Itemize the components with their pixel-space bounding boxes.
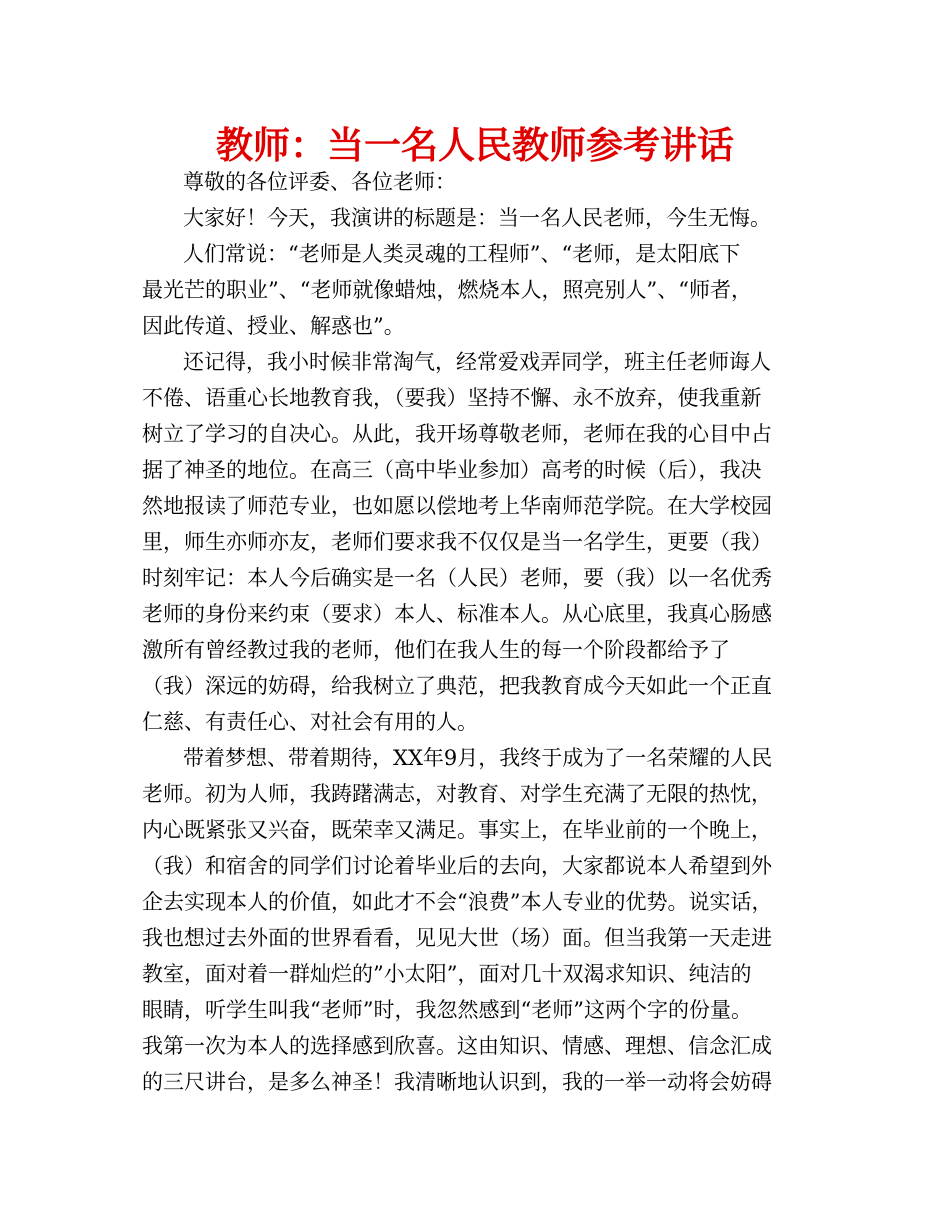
paragraph-line: 人们常说：“老师是人类灵魂的工程师”、“老师，是太阳底下 [183, 242, 741, 266]
paragraph-line: 老师的身份来约束（要求）本人、标准本人。从心底里，我真心肠感 [142, 602, 772, 626]
paragraph-line: 激所有曾经教过我的老师，他们在我人生的每一个阶段都给予了 [142, 638, 730, 662]
paragraph-line: 树立了学习的自决心。从此，我开场尊敬老师，老师在我的心目中占 [142, 422, 772, 446]
paragraph-line: 眼睛，听学生叫我“老师”时，我忽然感到“老师”这两个字的份量。 [142, 998, 752, 1022]
paragraph-line: 老师。初为人师，我踌躇满志，对教育、对学生充满了无限的热忱， [142, 782, 772, 806]
paragraph-line: 时刻牢记：本人今后确实是一名（人民）老师，要（我）以一名优秀 [142, 566, 772, 590]
paragraph-line: （我）深远的妨碍，给我树立了典范，把我教育成今天如此一个正直 [142, 674, 772, 698]
paragraph-line: 因此传道、授业、解惑也”。 [142, 314, 405, 338]
paragraph-line: 内心既紧张又兴奋，既荣幸又满足。事实上，在毕业前的一个晚上， [142, 818, 772, 842]
paragraph-line: 带着梦想、带着期待，XX年9月，我终于成为了一名荣耀的人民 [183, 746, 773, 770]
paragraph-line: 教室，面对着一群灿烂的”小太阳”，面对几十双渴求知识、纯洁的 [142, 962, 752, 986]
paragraph-line: 仁慈、有责任心、对社会有用的人。 [142, 710, 478, 734]
paragraph-line: 我也想过去外面的世界看看，见见大世（场）面。但当我第一天走进 [142, 926, 772, 950]
intro-line: 大家好！今天，我演讲的标题是：当一名人民老师，今生无悔。 [183, 206, 771, 230]
paragraph-line: 最光芒的职业”、“老师就像蜡烛，燃烧本人，照亮别人”、“师者， [142, 278, 752, 302]
greeting-line: 尊敬的各位评委、各位老师： [183, 170, 456, 194]
paragraph-line: 里，师生亦师亦友，老师们要求我不仅仅是当一名学生，更要（我） [142, 530, 772, 554]
paragraph-line: 还记得，我小时候非常淘气，经常爱戏弄同学，班主任老师诲人 [183, 350, 771, 374]
paragraph-line: 然地报读了师范专业，也如愿以偿地考上华南师范学院。在大学校园 [142, 494, 772, 518]
paragraph-line: （我）和宿舍的同学们讨论着毕业后的去向，大家都说本人希望到外 [142, 854, 772, 878]
paragraph-line: 我第一次为本人的选择感到欣喜。这由知识、情感、理想、信念汇成 [142, 1034, 772, 1058]
paragraph-line: 据了神圣的地位。在高三（高中毕业参加）高考的时候（后），我决 [142, 458, 762, 482]
paragraph-line: 企去实现本人的价值，如此才不会“浪费”本人专业的优势。说实话， [142, 890, 773, 914]
paragraph-line: 的三尺讲台，是多么神圣！我清晰地认识到，我的一举一动将会妨碍 [142, 1070, 772, 1094]
paragraph-line: 不倦、语重心长地教育我，（要我）坚持不懈、永不放弃，使我重新 [142, 386, 762, 410]
document-title: 教师：当一名人民教师参考讲话 [216, 124, 734, 167]
